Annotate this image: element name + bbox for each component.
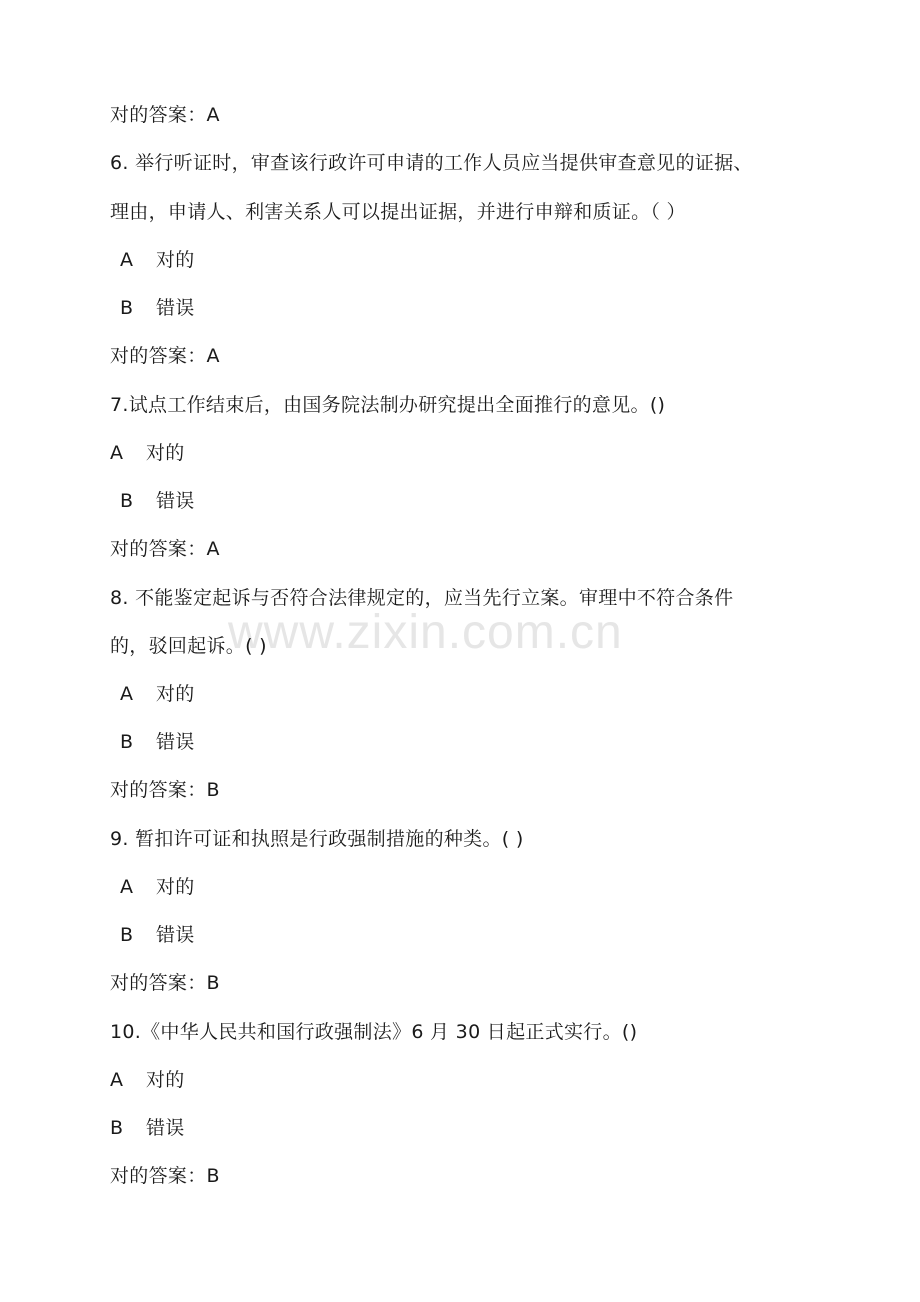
question-10-option-a	[110, 1067, 185, 1093]
option-text: 错误	[156, 297, 195, 319]
option-letter: B	[120, 924, 134, 946]
answer-value: A	[206, 538, 220, 560]
question-6-line-2: 理由，申请人、利害关系人可以提出证据，并进行申辩和质证。（ ）	[110, 201, 686, 223]
question-6-line-1: 6. 举行听证时，审查该行政许可申请的工作人员应当提供审查意见的证据、	[110, 152, 753, 174]
question-10-option-b	[110, 1115, 185, 1141]
option-letter: A	[120, 249, 134, 271]
question-8-line-1: 8. 不能鉴定起诉与否符合法律规定的，应当先行立案。审理中不符合条件	[110, 587, 734, 609]
answer-line-q9	[110, 970, 220, 996]
question-8-option-b	[120, 729, 195, 755]
answer-line-q5	[110, 102, 220, 128]
answer-prefix: 对的答案：	[110, 1165, 207, 1187]
option-text: 错误	[156, 490, 195, 512]
question-8-option-a	[120, 681, 195, 707]
answer-line-q8	[110, 777, 220, 803]
option-text: 对的	[156, 249, 195, 271]
answer-prefix: 对的答案：	[110, 345, 207, 367]
option-text: 错误	[156, 924, 195, 946]
answer-prefix: 对的答案：	[110, 538, 207, 560]
answer-value: A	[206, 345, 220, 367]
answer-line-q7	[110, 536, 220, 562]
option-text: 对的	[156, 683, 195, 705]
question-6-option-b	[120, 295, 195, 321]
option-letter: B	[120, 731, 134, 753]
answer-prefix: 对的答案：	[110, 972, 207, 994]
question-10-line-1: 10.《中华人民共和国行政强制法》6 月 30 日起正式实行。()	[110, 1021, 638, 1043]
answer-line-q6	[110, 343, 220, 369]
option-letter: B	[110, 1117, 124, 1139]
option-letter: B	[120, 490, 134, 512]
option-text: 对的	[146, 442, 185, 464]
option-text: 对的	[146, 1069, 185, 1091]
option-letter: A	[120, 683, 134, 705]
question-6-option-a	[120, 247, 195, 273]
answer-line-q10	[110, 1163, 220, 1189]
option-text: 错误	[146, 1117, 185, 1139]
question-9-option-a	[120, 874, 195, 900]
watermark: www.zixin.com.cn	[228, 606, 623, 659]
option-letter: A	[120, 876, 134, 898]
question-9-line-1: 9. 暂扣许可证和执照是行政强制措施的种类。( )	[110, 828, 524, 850]
answer-prefix: 对的答案：	[110, 779, 207, 801]
answer-value: B	[206, 972, 220, 994]
option-text: 对的	[156, 876, 195, 898]
option-letter: A	[110, 442, 124, 464]
answer-value: B	[206, 779, 220, 801]
answer-value: B	[206, 1165, 220, 1187]
option-letter: A	[110, 1069, 124, 1091]
answer-prefix: 对的答案：	[110, 104, 207, 126]
question-8-line-2: 的，驳回起诉。( )	[110, 635, 267, 657]
option-text: 错误	[156, 731, 195, 753]
question-9-option-b	[120, 922, 195, 948]
question-7-line-1: 7.试点工作结束后，由国务院法制办研究提出全面推行的意见。()	[110, 394, 666, 416]
answer-value: A	[206, 104, 220, 126]
option-letter: B	[120, 297, 134, 319]
question-7-option-b	[120, 488, 195, 514]
question-7-option-a	[110, 440, 185, 466]
